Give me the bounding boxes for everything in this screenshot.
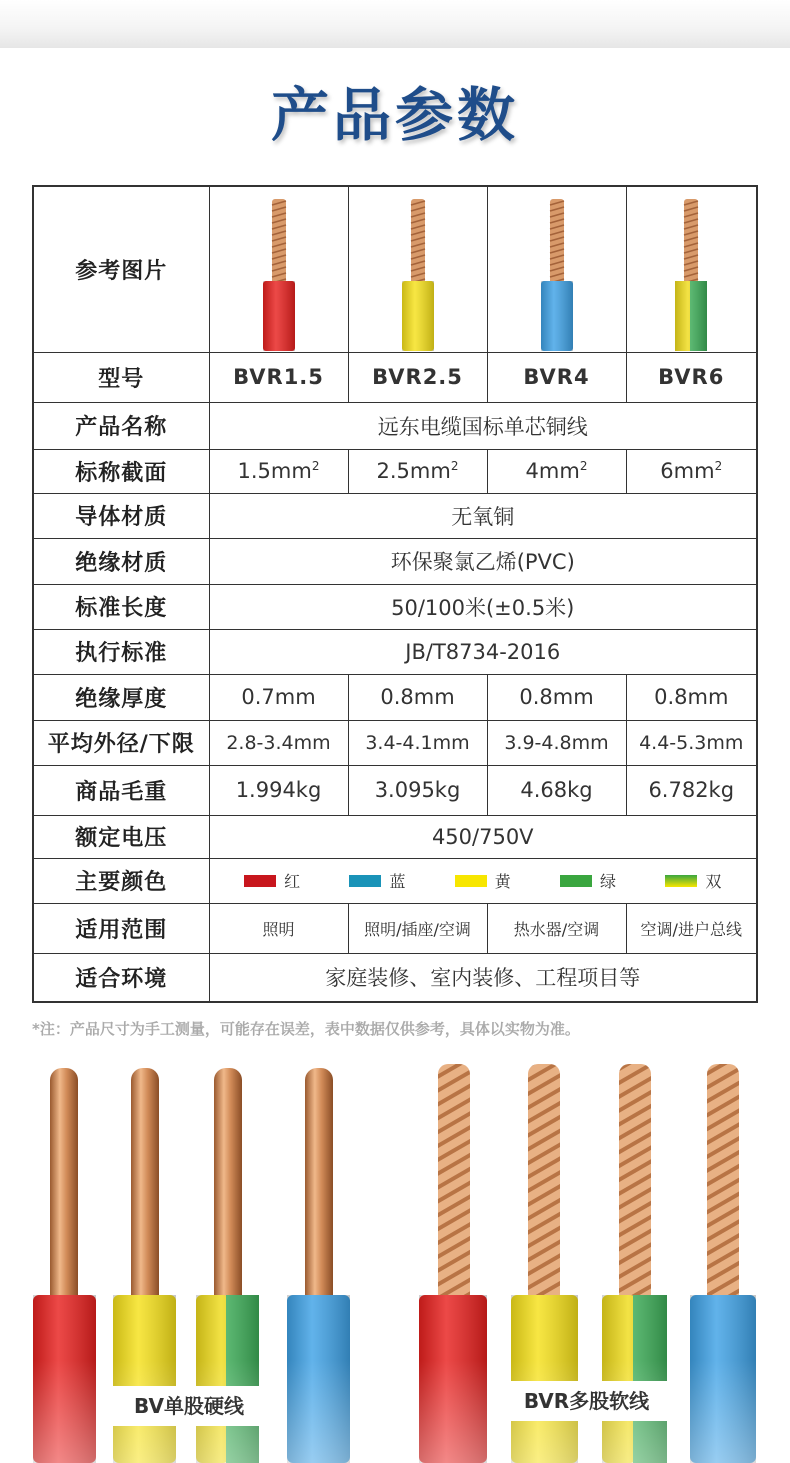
color-legend-item xyxy=(455,869,511,892)
row-weight xyxy=(33,765,757,815)
color-legend xyxy=(210,869,757,892)
label-colors: 主要颜色 xyxy=(33,858,209,903)
label-scope: 适用范围 xyxy=(33,903,209,953)
label-name: 产品名称 xyxy=(33,402,209,449)
color-legend-item xyxy=(244,869,300,892)
diameter-cell: 3.9-4.8mm xyxy=(487,720,626,765)
environment-value: 家庭装修、室内装修、工程项目等 xyxy=(209,953,757,1002)
solid-wire-caption: BV单股硬线 xyxy=(110,1386,268,1426)
wire-icon xyxy=(261,199,297,351)
section-value: 4mm xyxy=(525,459,580,483)
scope-cell: 照明/插座/空调 xyxy=(348,903,487,953)
weight-cell: 6.782kg xyxy=(626,765,757,815)
wire-icon xyxy=(673,199,709,351)
wire-icon xyxy=(539,199,575,351)
color-legend-item xyxy=(560,869,616,892)
weight-cell: 4.68kg xyxy=(487,765,626,815)
section-superscript: 2 xyxy=(311,459,320,473)
label-environment: 适合环境 xyxy=(33,953,209,1002)
model-cell: BVR6 xyxy=(626,352,757,402)
label-insulation: 绝缘材质 xyxy=(33,538,209,584)
section-value: 2.5mm xyxy=(376,459,451,483)
row-colors xyxy=(33,858,757,903)
conductor-value: 无氧铜 xyxy=(209,493,757,538)
section-cell xyxy=(626,449,757,493)
label-model: 型号 xyxy=(33,352,209,402)
label-conductor: 导体材质 xyxy=(33,493,209,538)
wire-image-2 xyxy=(348,186,487,352)
section-superscript: 2 xyxy=(450,459,459,473)
thickness-cell: 0.7mm xyxy=(209,674,348,720)
row-environment xyxy=(33,953,757,1002)
disclaimer-note: *注：产品尺寸为手工测量，可能存在误差，表中数据仅供参考，具体以实物为准。 xyxy=(32,1020,580,1038)
row-scope xyxy=(33,903,757,953)
label-length: 标准长度 xyxy=(33,584,209,629)
scope-cell: 空调/进户总线 xyxy=(626,903,757,953)
label-standard: 执行标准 xyxy=(33,629,209,674)
color-label: 蓝 xyxy=(389,872,406,891)
label-image: 参考图片 xyxy=(33,186,209,352)
label-section: 标称截面 xyxy=(33,449,209,493)
diameter-cell: 3.4-4.1mm xyxy=(348,720,487,765)
color-swatch xyxy=(665,875,697,887)
section-superscript: 2 xyxy=(579,459,588,473)
stranded-wire-caption: BVR多股软线 xyxy=(505,1381,668,1421)
row-name xyxy=(33,402,757,449)
section-cell xyxy=(348,449,487,493)
diameter-cell: 2.8-3.4mm xyxy=(209,720,348,765)
color-legend-item xyxy=(665,869,721,892)
color-legend-item xyxy=(349,869,405,892)
length-value: 50/100米(±0.5米) xyxy=(209,584,757,629)
section-value: 6mm xyxy=(660,459,715,483)
page-title: 产品参数 xyxy=(270,81,519,149)
section-value: 1.5mm xyxy=(237,459,312,483)
label-weight: 商品毛重 xyxy=(33,765,209,815)
weight-cell: 1.994kg xyxy=(209,765,348,815)
row-model xyxy=(33,352,757,402)
section-superscript: 2 xyxy=(714,459,723,473)
weight-cell: 3.095kg xyxy=(348,765,487,815)
parameter-table xyxy=(32,185,758,1003)
row-diameter xyxy=(33,720,757,765)
color-swatch xyxy=(244,875,276,887)
color-swatch xyxy=(349,875,381,887)
row-voltage xyxy=(33,815,757,858)
color-swatch xyxy=(455,875,487,887)
model-cell: BVR2.5 xyxy=(348,352,487,402)
color-label: 黄 xyxy=(494,872,511,891)
model-cell: BVR1.5 xyxy=(209,352,348,402)
section-cell xyxy=(487,449,626,493)
color-label: 红 xyxy=(284,872,301,891)
thickness-cell: 0.8mm xyxy=(487,674,626,720)
wire-image-4 xyxy=(626,186,757,352)
label-diameter: 平均外径/下限 xyxy=(33,720,209,765)
label-thickness: 绝缘厚度 xyxy=(33,674,209,720)
row-conductor xyxy=(33,493,757,538)
wire-image-1 xyxy=(209,186,348,352)
wire-image-3 xyxy=(487,186,626,352)
thickness-cell: 0.8mm xyxy=(626,674,757,720)
scope-cell: 照明 xyxy=(209,903,348,953)
row-thickness xyxy=(33,674,757,720)
diameter-cell: 4.4-5.3mm xyxy=(626,720,757,765)
row-standard xyxy=(33,629,757,674)
scope-cell: 热水器/空调 xyxy=(487,903,626,953)
color-label: 双 xyxy=(705,872,722,891)
standard-value: JB/T8734-2016 xyxy=(209,629,757,674)
row-length xyxy=(33,584,757,629)
color-label: 绿 xyxy=(600,872,617,891)
row-insulation xyxy=(33,538,757,584)
wire-icon xyxy=(400,199,436,351)
label-voltage: 额定电压 xyxy=(33,815,209,858)
model-cell: BVR4 xyxy=(487,352,626,402)
row-image xyxy=(33,186,757,352)
thickness-cell: 0.8mm xyxy=(348,674,487,720)
section-cell xyxy=(209,449,348,493)
color-swatch xyxy=(560,875,592,887)
voltage-value: 450/750V xyxy=(209,815,757,858)
color-legend-cell xyxy=(209,858,757,903)
name-value: 远东电缆国标单芯铜线 xyxy=(209,402,757,449)
insulation-value: 环保聚氯乙烯(PVC) xyxy=(209,538,757,584)
row-section xyxy=(33,449,757,493)
top-band xyxy=(0,0,790,48)
